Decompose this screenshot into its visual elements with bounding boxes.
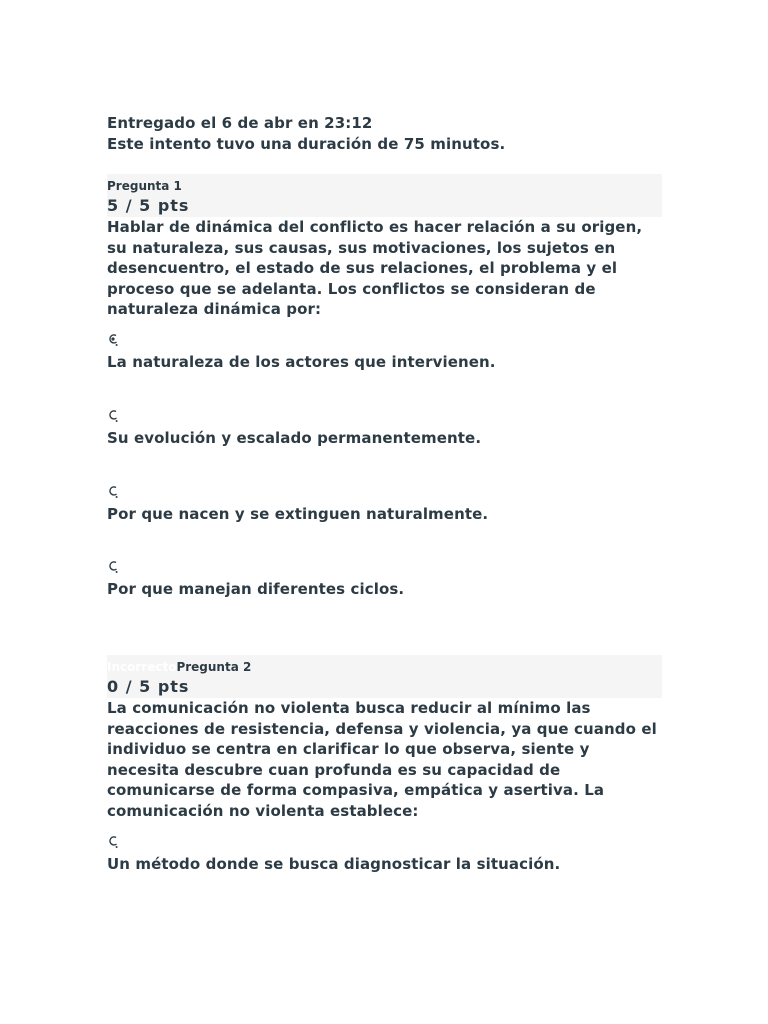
- submitted-date: Entregado el 6 de abr en 23:12: [107, 114, 373, 132]
- answer-label: Un método donde se busca diagnosticar la situación.: [107, 855, 561, 873]
- question-2-status-badge: Incorrecto: [107, 660, 177, 674]
- question-2-title: Pregunta 2: [176, 660, 252, 674]
- question-2-points: 0 / 5 pts: [107, 677, 190, 696]
- answer-label: Por que manejan diferentes ciclos.: [107, 580, 405, 598]
- radio-unselected-icon[interactable]: [108, 485, 119, 499]
- question-1-points: 5 / 5 pts: [107, 196, 190, 215]
- radio-unselected-icon[interactable]: [108, 409, 119, 423]
- submission-info: [107, 113, 662, 155]
- answer-label: Por que nacen y se extinguen naturalmente.: [107, 505, 489, 523]
- question-2-text: La comunicación no violenta busca reducir al mínimo las reacciones de resistencia, defensa y violencia, ya que cuando el individuo se centra en clarificar lo que observa, siente y necesita descubre cuan profunda es su capacidad de comunicarse de forma compasiva, empática y asertiva. La comunicación no violenta establece:: [107, 699, 657, 820]
- question-1-title: Pregunta 1: [107, 179, 182, 193]
- radio-unselected-icon[interactable]: [108, 835, 119, 849]
- question-1-header: [107, 174, 662, 217]
- attempt-duration: Este intento tuvo una duración de 75 minutos.: [107, 135, 506, 153]
- answer-label: Su evolución y escalado permanentemente.: [107, 429, 482, 447]
- answer-label: La naturaleza de los actores que intervienen.: [107, 353, 496, 371]
- radio-selected-icon[interactable]: [108, 333, 119, 347]
- question-1-text: Hablar de dinámica del conflicto es hacer relación a su origen, su naturaleza, sus causas, sus motivaciones, los sujetos en desencuentro, el estado de sus relaciones, el problema y el proceso que se adelanta. Los conflictos se consideran de naturaleza dinámica por:: [107, 218, 643, 319]
- radio-unselected-icon[interactable]: [108, 560, 119, 574]
- question-2-header: [107, 655, 662, 698]
